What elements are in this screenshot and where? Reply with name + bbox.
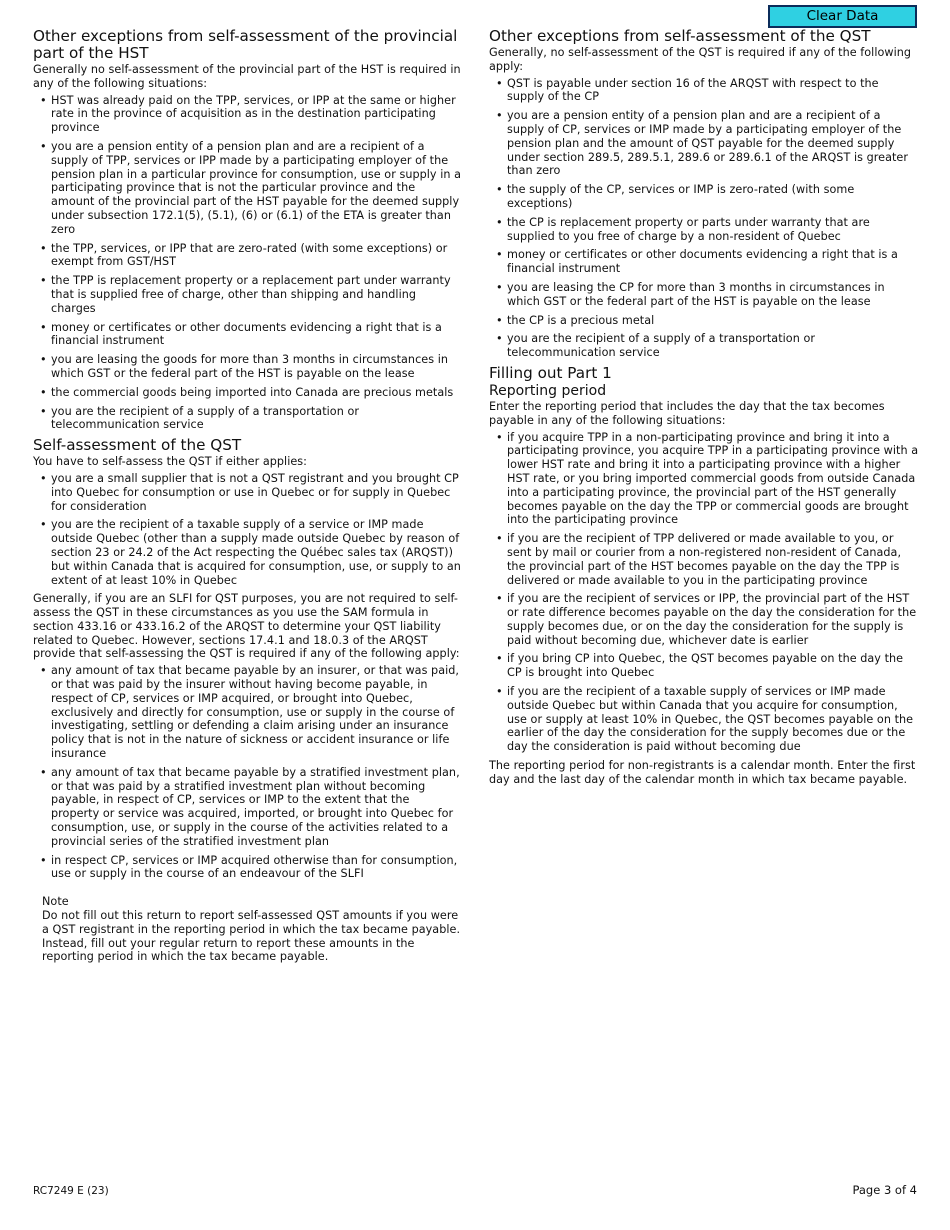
list-item: • you are the recipient of a taxable supply of a service or IMP made outside Quebec (other than a supply made outside Quebec by reason of section 23 or 24.2 of the Act respecting the Québec sales tax (ARQST)) but within Canada that is acquired for consumption, use, or supply to an extent of at least 10% in Quebec xyxy=(40,518,461,587)
note-box xyxy=(42,895,461,964)
reporting-period-intro: Enter the reporting period that includes the day that the tax becomes payable in any of the following situations: xyxy=(489,399,885,427)
filling-out-part1-heading: Filling out Part 1 xyxy=(489,363,612,382)
list-item: • any amount of tax that became payable by an insurer, or that was paid, or that was paid by the insurer without having become payable, in respect of CP, services or IMP acquired, or brought into Quebec, exclusively and directly for consumption, use or supply in the course of investigating, settling or defending a claim arising under an insurance policy that is not in the nature of sickness or accident insurance or life insurance xyxy=(40,664,460,761)
qst-exceptions-list xyxy=(489,77,919,360)
clear-data-button[interactable]: Clear Data xyxy=(768,5,917,28)
note-text: Do not fill out this return to report self-assessed QST amounts if you were a QST registrant in the reporting period in which the tax became payable. Instead, fill out your regular return to report these amounts in the reporting period in which the tax became payable. xyxy=(42,909,461,964)
list-item: • you are a small supplier that is not a QST registrant and you brought CP into Quebec for consumption or use in Quebec or for supply in Quebec for consideration xyxy=(40,471,459,513)
list-item: • if you are the recipient of TPP delivered or made available to you, or sent by mail or courier from a non-registered non-resident of Canada, the provincial part of the HST becomes payable on the day the TPP is delivered or made available to you in the participating province xyxy=(496,532,902,587)
list-item: • the TPP is replacement property or a replacement part under warranty that is supplied free of charge, other than shipping and handling charges xyxy=(40,274,451,315)
form-code: RC7249 E (23) xyxy=(33,1185,109,1197)
slfi-paragraph: Generally, if you are an SLFI for QST purposes, you are not required to self-assess the QST in these circumstances as you use the SAM formula in section 433.16 or 433.16.2 of the ARQST to determine your QST liability related to Quebec. However, sections 17.4.1 and 18.0.3 of the ARQST provide that self-assessing the QST is required if any of the following apply: xyxy=(33,592,460,661)
list-item: • you are a pension entity of a pension plan and are a recipient of a supply of CP, services or IMP made by a participating employer of the pension plan and the amount of QST payable for the deemed supply under section 289.5, 289.5.1, 289.6 or 289.6.1 of the ARQST is greater than zero xyxy=(496,109,908,178)
list-item: • if you are the recipient of a taxable supply of services or IMP made outside Quebec but within Canada that you acquire for consumption, use or supply at least 10% in Quebec, the QST becomes payable on the earlier of the day the consideration for the supply becomes due or the day the consideration is paid without becoming due xyxy=(496,685,914,754)
list-item: • if you acquire TPP in a non-participating province and bring it into a participating province, you acquire TPP in a participating province with a lower HST rate and bring it into a participating province with a higher HST rate, or you bring imported commercial goods from outside Canada into a participating province, the provincial part of the HST generally becomes payable on the day the TPP or commercial goods are brought into the participating province xyxy=(496,430,919,527)
qst-exceptions-intro: Generally, no self-assessment of the QST is required if any of the following apply: xyxy=(489,46,912,73)
list-item: • money or certificates or other documents evidencing a right that is a financial instrument xyxy=(40,320,442,348)
list-item: • you are leasing the goods for more than 3 months in circumstances in which GST or the federal part of the HST is payable on the lease xyxy=(40,353,448,380)
list-item: • you are the recipient of a supply of a transportation or telecommunication service xyxy=(40,404,359,432)
slfi-list xyxy=(33,664,461,881)
right-column xyxy=(489,28,919,790)
qst-self-assessment-heading: Self-assessment of the QST xyxy=(33,436,242,455)
hst-exceptions-list xyxy=(33,94,461,433)
non-registrant-paragraph: The reporting period for non-registrants is a calendar month. Enter the first day and the last day of the calendar month in which tax became payable. xyxy=(489,759,916,786)
list-item: • money or certificates or other documents evidencing a right that is a financial instrument xyxy=(496,248,898,276)
list-item: • QST is payable under section 16 of the ARQST with respect to the supply of the CP xyxy=(496,76,879,104)
page-number: Page 3 of 4 xyxy=(852,1183,917,1197)
list-item: • HST was already paid on the TPP, services, or IPP at the same or higher rate in the province of acquisition as in the destination participating province xyxy=(40,93,456,135)
list-item: • you are a pension entity of a pension plan and are a recipient of a supply of TPP, services or IPP made by a participating employer of the pension plan in a particular province for consumption, use or supply in a participating province that is not the particular province and the amount of the provincial part of the HST payable for the deemed supply under subsection 172.1(5), (5.1), (6) or (6.1) of the ETA is greater than zero xyxy=(40,139,462,236)
hst-exceptions-heading: Other exceptions from self-assessment of the provincial part of the HST xyxy=(33,27,458,62)
hst-exceptions-intro: Generally no self-assessment of the provincial part of the HST is required in any of the following situations: xyxy=(33,63,461,90)
list-item: • the commercial goods being imported into Canada are precious metals xyxy=(40,385,454,399)
list-item: • any amount of tax that became payable by a stratified investment plan, or that was paid by a stratified investment plan without becoming payable, in respect of CP, services or IMP to the extent that the property or service was acquired, imported, or brought into Quebec for consumption, use, or supply in the course of the activities related to a provincial series of the stratified investment plan xyxy=(40,765,460,848)
reporting-period-list xyxy=(489,431,919,755)
list-item: • the CP is replacement property or parts under warranty that are supplied to you free of charge by a non-resident of Quebec xyxy=(496,215,870,243)
list-item: • the CP is a precious metal xyxy=(496,313,655,327)
list-item: • you are leasing the CP for more than 3 months in circumstances in which GST or the federal part of the HST is payable on the lease xyxy=(496,280,885,308)
list-item: • in respect CP, services or IMP acquired otherwise than for consumption, use or supply in the course of an endeavour of the SLFI xyxy=(40,853,458,881)
qst-exceptions-heading: Other exceptions from self-assessment of the QST xyxy=(489,27,871,45)
list-item: • the TPP, services, or IPP that are zero-rated (with some exceptions) or exempt from GST/HST xyxy=(40,241,448,269)
left-column xyxy=(33,28,461,964)
qst-self-assessment-list xyxy=(33,472,461,587)
list-item: • the supply of the CP, services or IMP is zero-rated (with some exceptions) xyxy=(496,183,855,210)
qst-self-assessment-intro: You have to self-assess the QST if either applies: xyxy=(33,455,308,469)
reporting-period-heading: Reporting period xyxy=(489,382,607,399)
note-title: Note xyxy=(42,895,69,909)
list-item: • if you bring CP into Quebec, the QST becomes payable on the day the CP is brought into Quebec xyxy=(496,652,904,680)
list-item: • if you are the recipient of services or IPP, the provincial part of the HST or rate difference becomes payable on the day the consideration for the supply becomes due, or on the day the consideration for the supply is paid without becoming due, whichever date is earlier xyxy=(496,592,917,647)
list-item: • you are the recipient of a supply of a transportation or telecommunication service xyxy=(496,332,815,360)
